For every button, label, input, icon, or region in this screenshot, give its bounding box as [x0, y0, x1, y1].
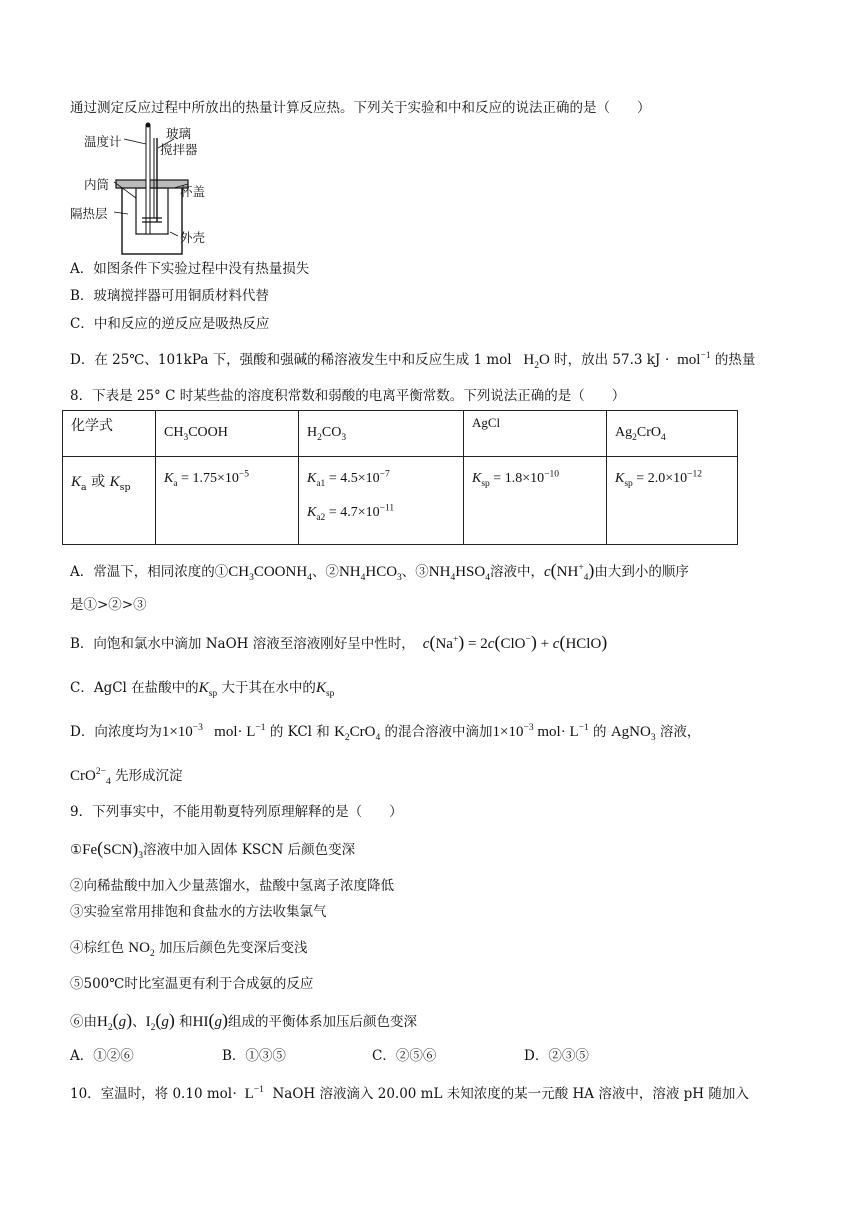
calorimeter-figure [70, 118, 220, 258]
stirrer-label-line1: 玻璃 [166, 126, 192, 141]
thermometer-label: 温度计 [84, 134, 122, 149]
table-header-ag2cro4: $Ag_2CrO_4$ [607, 411, 738, 457]
q9-item-6: ⑥由$H_2(g)$、$I_2(g)$ 和HI(g)组成的平衡体系加压后颜色变深 [70, 1010, 417, 1033]
table-header-ch3cooh: $CH_3COOH$ [156, 411, 299, 457]
question-9-stem: 9．下列事实中，不能用勒夏特列原理解释的是（ ） [70, 804, 403, 820]
inner-cup-label: 内筒 [84, 177, 110, 192]
question-8-stem: 8．下表是 25° C 时某些盐的溶度积常数和弱酸的电离平衡常数。下列说法正确的是（ ） [70, 388, 626, 404]
table-cell-ka: $K_a = 1.75\times 10^{-5}$ [156, 457, 299, 545]
lid-label: 杯盖 [180, 184, 206, 199]
q9-options [70, 1046, 589, 1066]
table-header-row [63, 411, 738, 457]
q8-option-a-continued: 是①>②>③ [70, 597, 147, 613]
q7-d-h2o: $H_2O$ [515, 352, 550, 371]
q7-option-b: B．玻璃搅拌器可用铜质材料代替 [70, 288, 269, 304]
table-cell-agcl-ksp: $K_{sp} = 1.8\times 10^{-10}$ [464, 457, 607, 545]
table-header-agcl: AgCl [464, 411, 607, 457]
q7-d-text-3: 的热量 [714, 352, 756, 368]
q9-option-c: C．②⑤⑥ [372, 1048, 437, 1064]
q8-option-d: D．向浓度均为$1\times 10^{-3}$ $mol\cdot L^{-1}$ 的 KCl 和 $K_2CrO_4$ 的混合溶液中滴加$1\times 10^{-3}$ $mol\cdot L^{-1}$ 的 AgNO$_3$ 溶液， [70, 723, 701, 743]
q7-option-c: C．中和反应的逆反应是吸热反应 [70, 316, 270, 332]
q8-option-c: C．AgCl 在盐酸中的$K_{sp}$ 大于其在水中的$K_{sp}$ [70, 680, 335, 699]
question-7-stem: 通过测定反应过程中所放出的热量计算反应热。下列关于实验和中和反应的说法正确的是（ ） [70, 100, 651, 116]
table-cell-ag2cro4-ksp: $K_{sp} = 2.0\times 10^{-12}$ [607, 457, 738, 545]
table-header-h2co3: $H_2CO_3$ [299, 411, 464, 457]
q7-d-text-1: D．在 25℃、101kPa 下，强酸和强碱的稀溶液发生中和反应生成 1 mol [70, 352, 512, 368]
insulation-label: 隔热层 [70, 206, 108, 221]
table-cell-ka1-ka2: $K_{a1} = 4.5\times 10^{-7}$ $K_{a2} = 4.7\times 10^{-11}$ [299, 457, 464, 545]
q9-item-1: $①Fe(SCN)_3$溶液中加入固体 KSCN 后颜色变深 [70, 838, 356, 861]
q8-option-d-continued: CrO$^{2-}_4$ 先形成沉淀 [70, 767, 183, 787]
stirrer-label-line2: 搅拌器 [160, 142, 198, 157]
table-header-label: 化学式 [63, 411, 156, 457]
shell-label: 外壳 [180, 230, 206, 245]
q9-option-b: B．①③⑤ [222, 1048, 286, 1064]
question-10-stem: 10．室温时，将 0.10 $mol\cdot L^{-1}$ NaOH 溶液滴入 20.00 mL 未知浓度的某一元酸 HA 溶液中，溶液 pH 随加入 [70, 1085, 749, 1102]
constants-table [62, 410, 738, 545]
q7-option-d [70, 350, 755, 370]
table-row-label: $K_a$ 或 $K_{sp}$ [63, 457, 156, 545]
q9-option-a: A．①②⑥ [70, 1048, 134, 1064]
q9-item-2: ②向稀盐酸中加入少量蒸馏水，盐酸中氢离子浓度降低 [70, 878, 394, 894]
q9-item-4: ④棕红色 $NO_2$ 加压后颜色先变深后变浅 [70, 940, 308, 959]
q7-d-unit: · mol$^{-1}$ [664, 351, 711, 368]
q8-option-a: A．常温下，相同浓度的$①CH_3COONH_4$、$②NH_4HCO_3$、$③NH_4HSO_4$溶液中，$c(NH^+_4)$由大到小的顺序 [70, 560, 689, 583]
q8-option-b: B．向饱和氯水中滴加 NaOH 溶液至溶液刚好呈中性时， c(Na+) = 2c(ClO−) + c(HClO) [70, 632, 608, 652]
table-constants-row [63, 457, 738, 545]
q7-option-a: A．如图条件下实验过程中没有热量损失 [70, 261, 310, 277]
q9-item-5: ⑤500℃时比室温更有利于合成氨的反应 [70, 976, 314, 992]
q7-d-text-2: 时，放出 57.3 kJ [554, 352, 661, 368]
q9-option-d: D．②③⑤ [524, 1048, 589, 1064]
q9-item-3: ③实验室常用排饱和食盐水的方法收集氯气 [70, 904, 327, 920]
